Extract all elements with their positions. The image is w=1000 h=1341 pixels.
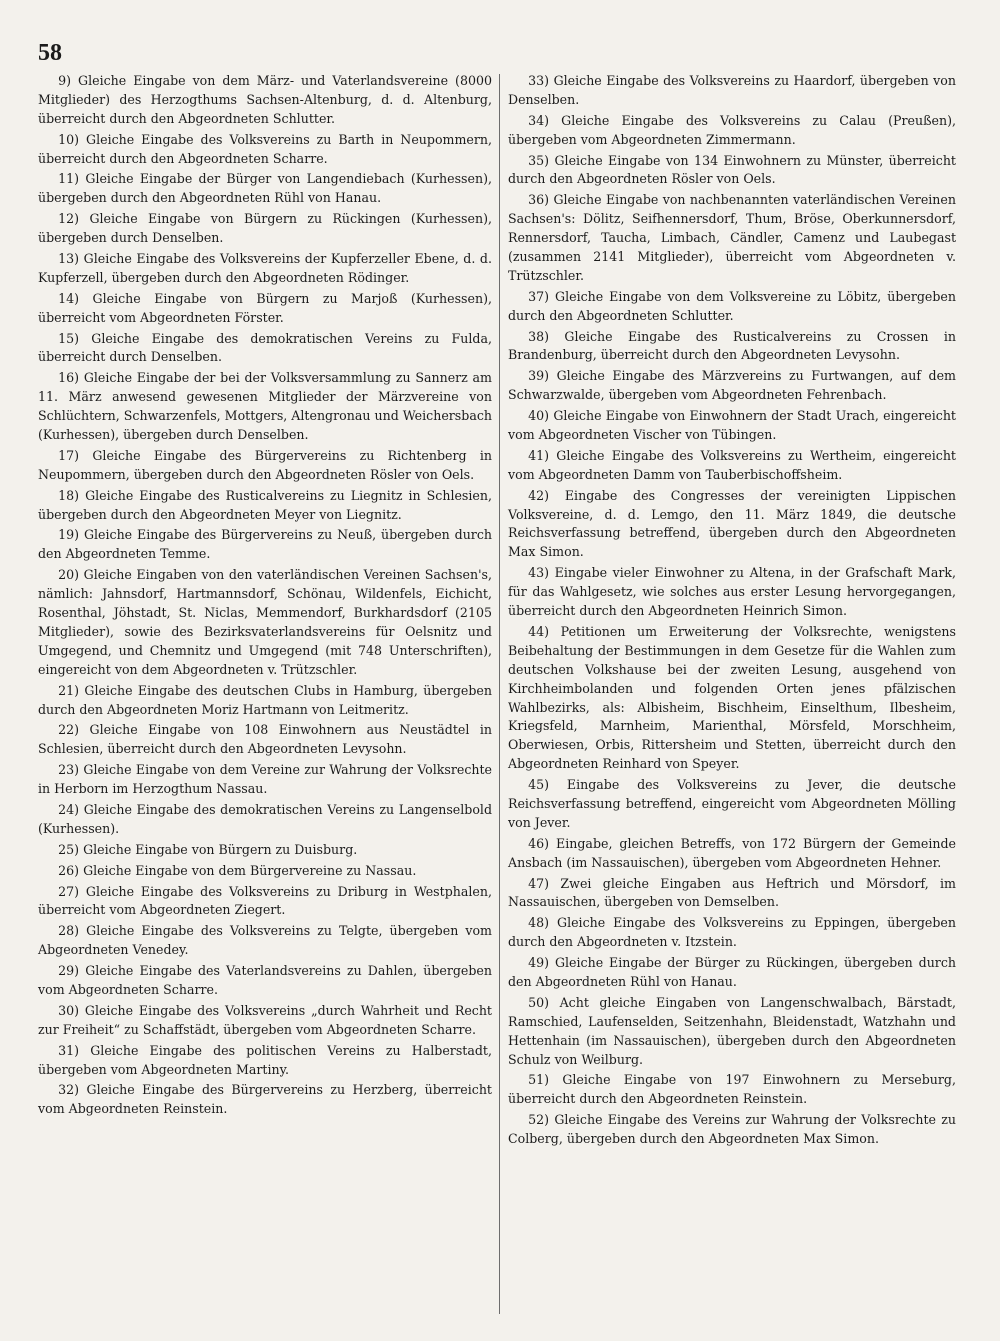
entry-29: 29) Gleiche Eingabe des Vaterlandsvereins zu Dahlen, übergeben vom Abgeordneten Scharre. [38,963,492,997]
entry-43: 43) Eingabe vieler Einwohner zu Altena, in der Grafschaft Mark, für das Wahlgesetz, wie solches aus erster Lesung hervorgegangen, überreicht durch den Abgeordneten Heinrich Simon. [508,565,956,619]
entry-50: 50) Acht gleiche Eingaben von Langenschwalbach, Bärstadt, Ramschied, Laufenselden, Seitzenhahn, Bleidenstadt, Watzhahn und Hettenhain (im Nassauischen), übergeben durch den Abgeordneten Schulz von Weilburg. [508,994,956,1067]
entry-28: 28) Gleiche Eingabe des Volksvereins zu Telgte, übergeben vom Abgeordneten Venedey. [38,923,492,958]
entry-51: 51) Gleiche Eingabe von 197 Einwohnern zu Merseburg, überreicht durch den Abgeordneten Reinstein. [508,1072,956,1107]
column-divider [499,74,500,1314]
entry-16: 16) Gleiche Eingabe der bei der Volksversammlung zu Sannerz am 11. März anwesend gewesenen Mitglieder der Märzvereine von Schlüchtern, Schwarzenfels, Mottgers, Altengronau und Weichersbach (Kurhessen), übergeben durch Denselben. [38,370,492,443]
left-column [38,72,492,1121]
entry-11: 11) Gleiche Eingabe der Bürger von Langendiebach (Kurhessen), übergeben durch den Abgeordneten Rühl von Hanau. [38,171,492,206]
entry-33: 33) Gleiche Eingabe des Volksvereins zu Haardorf, übergeben von Denselben. [508,73,956,107]
entry-41: 41) Gleiche Eingabe des Volksvereins zu Wertheim, eingereicht vom Abgeordneten Damm von Tauberbischoffsheim. [508,447,956,482]
entry-44: 44) Petitionen um Erweiterung der Volksrechte, wenigstens Beibehaltung der Bestimmungen in dem Gesetze für die Wahlen zum deutschen Volkshause bei der zweiten Lesung, ausgehend von Kirchheimbolanden und folgenden Orten jenes pfälzischen Wahlbezirks, als: Albisheim, Bischheim, Einselthum, Ilbesheim, Kriegsfeld, Marnheim, Marienthal, Mörsfeld, Morschheim, Oberwiesen, Orbis, Rittersheim und Stetten, überreicht durch den Abgeordneten Reinhard von Speyer. [508,623,956,772]
entry-13: 13) Gleiche Eingabe des Volksvereins der Kupferzeller Ebene, d. d. Kupferzell, übergeben durch den Abgeordneten Rödinger. [38,251,492,285]
entry-32: 32) Gleiche Eingabe des Bürgervereins zu Herzberg, überreicht vom Abgeordneten Reinstein. [38,1082,492,1117]
entry-42: 42) Eingabe des Congresses der vereinigten Lippischen Volksvereine, d. d. Lemgo, den 11. März 1849, die deutsche Reichsverfassung betreffend, übergeben durch den Abgeordneten Max Simon. [508,487,956,560]
entry-22: 22) Gleiche Eingabe von 108 Einwohnern aus Neustädtel in Schlesien, überreicht durch den Abgeordneten Levysohn. [38,722,492,757]
entry-20: 20) Gleiche Eingaben von den vaterländischen Vereinen Sachsen's, nämlich: Jahnsdorf, Hartmannsdorf, Schönau, Wildenfels, Eichicht, Rosenthal, Jöhstadt, St. Niclas, Memmendorf, Burkhardsdorf (2105 Mitglieder), sowie des Bezirksvaterlandsvereins für Oelsnitz und Umgegend, und Chemnitz und Umgegend (mit 748 Unterschriften), eingereicht von dem Abgeordneten v. Trützschler. [38,567,492,677]
entry-38: 38) Gleiche Eingabe des Rusticalvereins zu Crossen in Brandenburg, überreicht durch den Abgeordneten Levysohn. [508,328,956,363]
entry-24: 24) Gleiche Eingabe des demokratischen Vereins zu Langenselbold (Kurhessen). [38,801,492,836]
entry-27: 27) Gleiche Eingabe des Volksvereins zu Driburg in Westphalen, überreicht vom Abgeordneten Ziegert. [38,883,492,918]
entry-9: 9) Gleiche Eingabe von dem März- und Vaterlandsvereine (8000 Mitglieder) des Herzogthums Sachsen-Altenburg, d. d. Altenburg, überreicht durch den Abgeordneten Schlutter. [38,73,492,126]
entry-48: 48) Gleiche Eingabe des Volksvereins zu Eppingen, übergeben durch den Abgeordneten v. Itzstein. [508,915,956,950]
entry-30: 30) Gleiche Eingabe des Volksvereins „durch Wahrheit und Recht zur Freiheit“ zu Schaffstädt, übergeben vom Abgeordneten Scharre. [38,1002,492,1037]
entry-37: 37) Gleiche Eingabe von dem Volksvereine zu Löbitz, übergeben durch den Abgeordneten Schlutter. [508,288,956,323]
entry-52: 52) Gleiche Eingabe des Vereins zur Wahrung der Volksrechte zu Colberg, übergeben durch den Abgeordneten Max Simon. [508,1112,956,1147]
entry-18: 18) Gleiche Eingabe des Rusticalvereins zu Liegnitz in Schlesien, übergeben durch den Abgeordneten Meyer von Liegnitz. [38,487,492,522]
entry-40: 40) Gleiche Eingabe von Einwohnern der Stadt Urach, eingereicht vom Abgeordneten Vischer von Tübingen. [508,408,956,443]
right-column [508,72,956,1151]
entry-26: 26) Gleiche Eingabe von dem Bürgervereine zu Nassau. [58,862,417,878]
entry-25: 25) Gleiche Eingabe von Bürgern zu Duisburg. [58,841,358,857]
entry-45: 45) Eingabe des Volksvereins zu Jever, die deutsche Reichsverfassung betreffend, eingereicht vom Abgeordneten Mölling von Jever. [508,777,956,830]
entry-21: 21) Gleiche Eingabe des deutschen Clubs in Hamburg, übergeben durch den Abgeordneten Moriz Hartmann von Leitmeritz. [38,682,492,717]
entry-15: 15) Gleiche Eingabe des demokratischen Vereins zu Fulda, überreicht durch Denselben. [38,330,492,365]
entry-12: 12) Gleiche Eingabe von Bürgern zu Rückingen (Kurhessen), übergeben durch Denselben. [38,211,492,246]
entry-36: 36) Gleiche Eingabe von nachbenannten vaterländischen Vereinen Sachsen's: Dölitz, Seifhennersdorf, Thum, Bröse, Oberkunnersdorf, Rennersdorf, Taucha, Limbach, Cändler, Camenz und Laubegast (zusammen 2141 Mitglieder), überreicht vom Abgeordneten v. Trützschler. [508,192,956,283]
entry-17: 17) Gleiche Eingabe des Bürgervereins zu Richtenberg in Neupommern, übergeben durch den Abgeordneten Rösler von Oels. [38,447,492,482]
entry-31: 31) Gleiche Eingabe des politischen Vereins zu Halberstadt, übergeben vom Abgeordneten Martiny. [38,1042,492,1077]
entry-46: 46) Eingabe, gleichen Betreffs, von 172 Bürgern der Gemeinde Ansbach (im Nassauischen), übergeben vom Abgeordneten Hehner. [508,835,956,870]
entry-34: 34) Gleiche Eingabe des Volksvereins zu Calau (Preußen), übergeben vom Abgeordneten Zimmermann. [508,112,956,147]
entry-14: 14) Gleiche Eingabe von Bürgern zu Marjoß (Kurhessen), überreicht vom Abgeordneten Förster. [38,290,492,325]
entry-49: 49) Gleiche Eingabe der Bürger zu Rückingen, übergeben durch den Abgeordneten Rühl von Hanau. [508,955,956,989]
entry-23: 23) Gleiche Eingabe von dem Vereine zur Wahrung der Volksrechte in Herborn im Herzogthum Nassau. [38,762,492,797]
entry-10: 10) Gleiche Eingabe des Volksvereins zu Barth in Neupommern, überreicht durch den Abgeordneten Scharre. [38,131,492,166]
entry-35: 35) Gleiche Eingabe von 134 Einwohnern zu Münster, überreicht durch den Abgeordneten Rösler von Oels. [508,152,956,187]
page-number: 58 [38,40,62,66]
entry-39: 39) Gleiche Eingabe des Märzvereins zu Furtwangen, auf dem Schwarzwalde, übergeben vom Abgeordneten Fehrenbach. [508,368,956,403]
entry-47: 47) Zwei gleiche Eingaben aus Heftrich und Mörsdorf, im Nassauischen, übergeben von Demselben. [508,875,956,910]
entry-19: 19) Gleiche Eingabe des Bürgervereins zu Neuß, übergeben durch den Abgeordneten Temme. [38,527,492,562]
